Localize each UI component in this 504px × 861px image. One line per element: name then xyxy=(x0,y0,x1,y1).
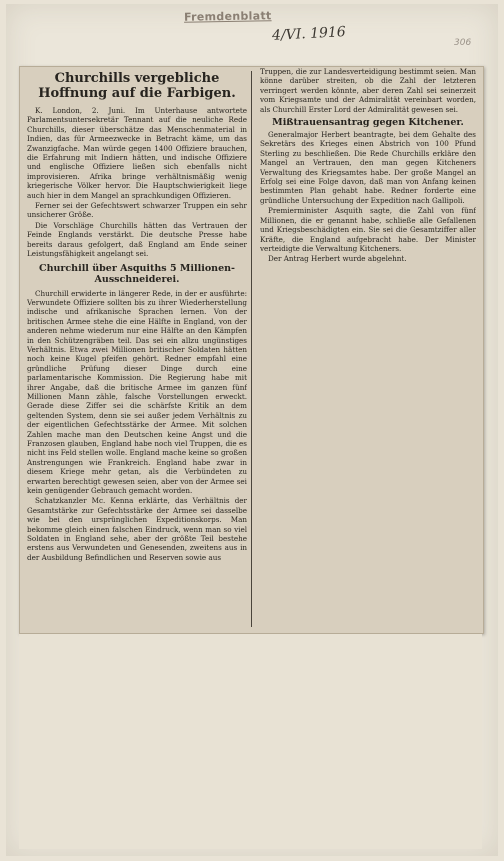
article-title: Churchills vergebliche Hoffnung auf die Farbigen. xyxy=(38,71,236,101)
paragraph: K. London, 2. Juni. Im Unterhause antwortete Parlamentsuntersekretär Tennant auf die neuliche Rede Churchills, dieser überschätze das Menschenmaterial in Indien, das für Armeezwecke in Betracht käme, um das Zwanzigfache. Man würde gegen 1400 Offiziere brauchen, die Erfahrung mit Indiern hätten, und indische Offiziere und englische Offiziere ließen sich ebenfalls nicht improvisieren. Afrika bringe verhältnismäßig wenig kriegerische Völker hervor. Die Hauptschwierigkeit liege auch hier in dem Mangel an sprachkundigen Offizieren. xyxy=(27,106,247,200)
newspaper-clipping xyxy=(19,66,484,634)
blank-sheet-area xyxy=(19,634,482,849)
column-divider xyxy=(251,71,252,627)
page-number: 306 xyxy=(454,38,472,48)
paragraph: Der Antrag Herbert wurde abgelehnt. xyxy=(268,254,407,264)
paragraph: Ferner sei der Gefechtswert schwarzer Truppen ein sehr unsicherer Größe. xyxy=(27,201,247,220)
paragraph: Truppen, die zur Landesverteidigung bestimmt seien. Man könne darüber streiten, ob die Zahl der letzteren verringert werden könnte, aber deren Zahl sei seinerzeit vom Kriegsamte und der Admiralität vereinbart worden, als Churchill Erster Lord der Admiralität gewesen sei. xyxy=(260,67,476,114)
paragraph: Churchill erwiderte in längerer Rede, in der er ausführte: Verwundete Offiziere sollten bis zu ihrer Wiederherstellung indische und afrikanische Sprachen lernen. Von der britischen Armee stehe die eine Hälfte in England, von der anderen nehme wiederum nur eine Hälfte an den Kämpfen in den Schützengräben teil. Das sei ein allzu ungünstiges Verhältnis. Etwa zwei Millionen britischer Soldaten hätten noch keine Kugel pfeifen gehört. Redner empfahl eine gründliche Prüfung dieser Dinge durch eine parlamentarische Kommission. Die Regierung habe mit ihrer Angabe, daß die britische Armee im ganzen fünf Millionen Mann zähle, falsche Vorstellungen erweckt. Gerade diese Ziffer sei die schärfste Kritik an dem geltenden System, denn sie sei außer jedem Verhältnis zu der eigentlichen Gefechtsstärke der Armee. Mit solchen Zahlen mache man den Deutschen keine Angst und die Franzosen glauben, England habe noch viel Truppen, die es nicht ins Feld stellen wolle. England mache keine so großen Anstrengungen wie Frankreich. England habe zwar in diesem Kriege mehr getan, als die Verbündeten zu erwarten berechtigt gewesen seien, aber von der Armee sei kein genügender Gebrauch gemacht worden. xyxy=(27,288,247,496)
paragraph: Die Vorschläge Churchills hätten das Vertrauen der Feinde Englands verstärkt. Die deutsche Presse habe bereits daraus gefolgert, daß England am Ende seiner Leistungsfähigkeit angelangt sei. xyxy=(27,220,247,259)
subheading: Mißtrauensantrag gegen Kitchener. xyxy=(272,117,464,129)
newspaper-name-stamp: Fremdenblatt xyxy=(183,9,272,24)
left-column xyxy=(27,67,247,627)
subheading: Churchill über Asquiths 5 Millionen-Ausschneiderei. xyxy=(39,262,235,285)
right-column xyxy=(260,67,476,307)
handwritten-date: 4/VI. 1916 xyxy=(271,24,347,44)
paragraph: Generalmajor Herbert beantragte, bei dem Gehalte des Sekretärs des Krieges einen Abstrich von 100 Pfund Sterling zu beschließen. Die Rede Churchills erkläre den Mangel an Vertrauen, den man gegen Kitcheners Verwaltung des Kriegsamtes habe. Der große Mangel an Erfolg sei eine Folge davon, daß man von Anfang keinen bestimmten Plan gehabt habe. Redner forderte eine gründliche Untersuchung der Expedition nach Gallipoli. xyxy=(260,130,476,205)
paragraph: Premierminister Asquith sagte, die Zahl von fünf Millionen, die er genannt habe, schließe alle Gefallenen und Kriegsbeschädigten ein. Sie sei die Gesamtziffer aller Kräfte, die England aufgebracht habe. Der Minister verteidigte die Verwaltung Kitcheners. xyxy=(260,206,476,253)
paragraph: Schatzkanzler Mc. Kenna erklärte, das Verhältnis der Gesamtstärke zur Gefechtsstärke der Armee sei dasselbe wie bei den ursprünglichen Expeditionskorps. Man bekomme gleich einen falschen Eindruck, wenn man so viel Soldaten in England sehe, aber der größte Teil bestehe erstens aus Verwundeten und Genesenden, zweitens aus in der Ausbildung Befindlichen und Reserven sowie aus xyxy=(27,496,247,562)
